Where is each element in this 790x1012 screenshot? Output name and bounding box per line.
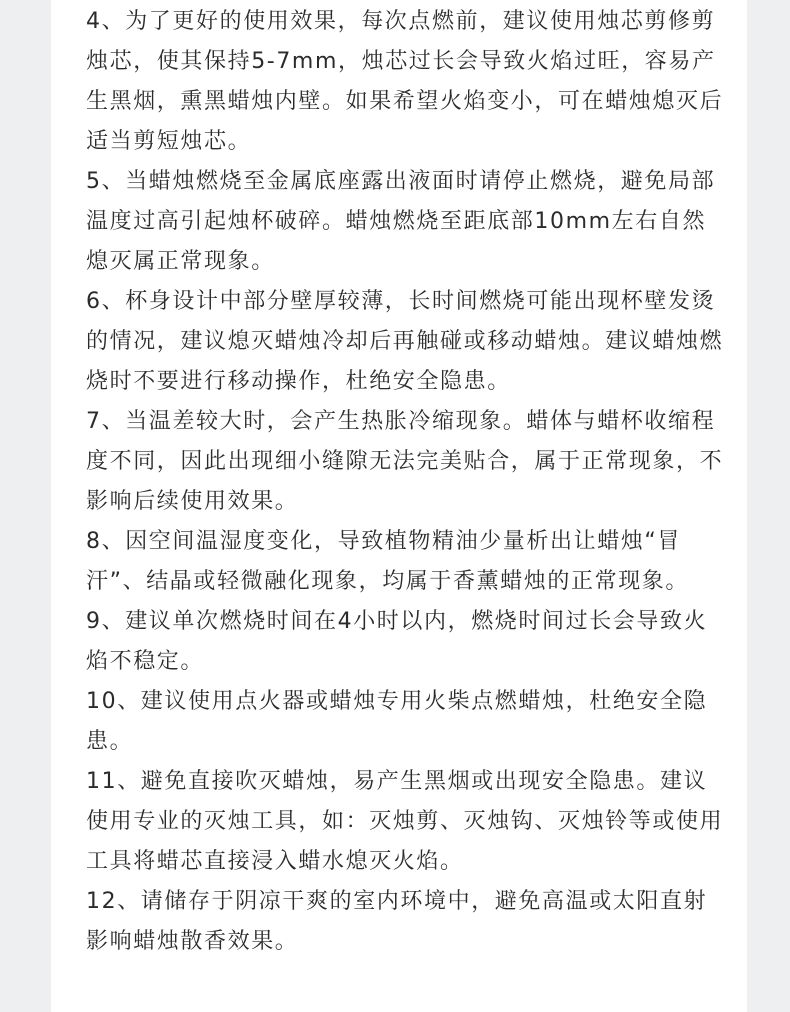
note-item-4: 4、为了更好的使用效果，每次点燃前，建议使用烛芯剪修剪烛芯，使其保持5-7mm，烛芯过长会导致火焰过旺，容易产生黑烟，熏黑蜡烛内壁。如果希望火焰变小，可在蜡烛熄灭后适当剪短烛芯。 [86,9,724,154]
note-item-5: 5、当蜡烛燃烧至金属底座露出液面时请停止燃烧，避免局部温度过高引起烛杯破碎。蜡烛燃烧至距底部10mm左右自然熄灭属正常现象。 [86,169,716,274]
usage-notes-list [86,2,726,962]
instruction-card [51,0,747,1012]
note-item-6: 6、杯身设计中部分壁厚较薄，长时间燃烧可能出现杯壁发烫的情况，建议熄灭蜡烛冷却后再触碰或移动蜡烛。建议蜡烛燃烧时不要进行移动操作，杜绝安全隐患。 [86,289,724,394]
note-item-8: 8、因空间温湿度变化，导致植物精油少量析出让蜡烛“冒汗”、结晶或轻微融化现象，均属于香薰蜡烛的正常现象。 [86,529,689,594]
note-item-9: 9、建议单次燃烧时间在4小时以内，燃烧时间过长会导致火焰不稳定。 [86,609,708,674]
note-item-12: 12、请储存于阴凉干爽的室内环境中，避免高温或太阳直射影响蜡烛散香效果。 [86,889,708,954]
note-item-7: 7、当温差较大时，会产生热胀冷缩现象。蜡体与蜡杯收缩程度不同，因此出现细小缝隙无法完美贴合，属于正常现象，不影响后续使用效果。 [86,409,724,514]
note-item-10: 10、建议使用点火器或蜡烛专用火柴点燃蜡烛，杜绝安全隐患。 [86,689,708,754]
note-item-11: 11、避免直接吹灭蜡烛，易产生黑烟或出现安全隐患。建议使用专业的灭烛工具，如：灭烛剪、灭烛钩、灭烛铃等或使用工具将蜡芯直接浸入蜡水熄灭火焰。 [86,769,724,874]
